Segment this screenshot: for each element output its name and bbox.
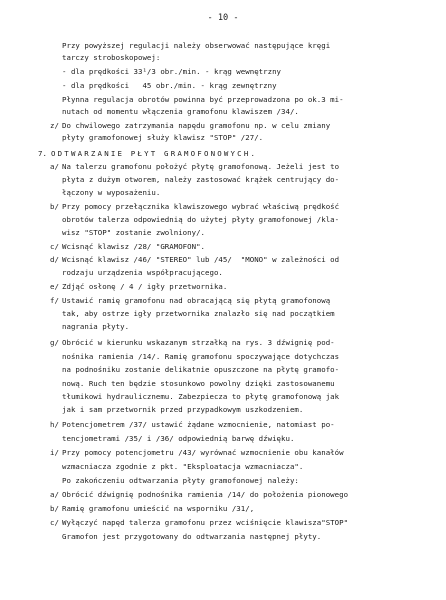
text-line: wzmacniacza zgodnie z pkt. "Eksploatacja wzmacniacza".	[62, 462, 304, 471]
text-line: Po zakończeniu odtwarzania płyty gramofonowej należy:	[62, 476, 299, 485]
list-marker: c/	[50, 518, 59, 527]
text-line: jak i sam przetwornik przed przypadkowym uszkodzeniem.	[62, 405, 304, 414]
section-heading: ODTWARZANIE PŁYT GRAMOFONOWYCH.	[51, 149, 258, 158]
text-line: Ramię gramofonu umieścić na wsporniku /31/,	[62, 504, 255, 513]
text-line: Przy pomocy przełącznika klawiszowego wybrać właściwą prędkość	[62, 202, 340, 211]
text-line: wisz "STOP" zostanie zwolniony/.	[62, 228, 206, 237]
text-line: Obrócić dźwignię podnośnika ramienia /14/ do położenia pionowego	[62, 490, 349, 499]
list-marker: i/	[50, 448, 59, 457]
text-line: obrotów talerza odpowiednią do użytej płyty gramofonowej /kla-	[62, 215, 340, 224]
text-line: Do chwilowego zatrzymania napędu gramofonu np. w celu zmiany	[62, 121, 331, 130]
text-line: Płynna regulacja obrotów powinna być przeprowadzona po ok.3 mi-	[62, 95, 344, 104]
list-marker: b/	[50, 202, 59, 211]
list-marker: d/	[50, 255, 59, 264]
list-marker: f/	[50, 296, 59, 305]
section-number: 7.	[38, 149, 47, 158]
list-marker: c/	[50, 242, 59, 251]
text-line: rodzaju urządzenia współpracującego.	[62, 268, 223, 277]
text-line: nośnika ramienia /14/. Ramię gramofonu spoczywające dotychczas	[62, 352, 340, 361]
text-line: Przy pomocy potencjometru /43/ wyrównać wzmocnienie obu kanałów	[62, 448, 344, 457]
text-line: płyta z dużym otworem, należy zastosować krążek centrujący do-	[62, 175, 340, 184]
page-number: - 10 -	[207, 13, 239, 23]
text-line: - dla prędkości 33¹/3 obr./min. - krąg wewnętrzny	[62, 67, 282, 76]
text-line: Gramofon jest przygotowany do odtwarzania następnej płyty.	[62, 532, 322, 541]
text-line: nagrania płyty.	[62, 322, 130, 331]
text-line: Wyłączyć napęd talerza gramofonu przez wciśnięcie klawisza"STOP"	[62, 518, 349, 527]
text-line: Ustawić ramię gramofonu nad obracającą się płytą gramofonową	[62, 296, 331, 305]
text-line: Obrócić w kierunku wskazanym strzałką na rys. 3 dźwignię pod-	[62, 338, 335, 347]
text-line: tarczy stroboskopowej:	[62, 53, 161, 62]
text-line: nową. Ruch ten będzie stosunkowo powolny dzięki zastosowanemu	[62, 379, 335, 388]
text-line: Przy powyższej regulacji należy obserwować następujące kręgi	[62, 41, 331, 50]
text-line: nutach od momentu włączenia gramofonu klawiszem /34/.	[62, 107, 299, 116]
text-line: - dla prędkości 45 obr./min. - krąg zewnętrzny	[62, 81, 277, 90]
text-line: Wcisnąć klawisz /28/ "GRAMOFON".	[62, 242, 206, 251]
text-line: na podnośniku zostanie delikatnie opuszczone na płytę gramofo-	[62, 365, 340, 374]
list-marker: a/	[50, 162, 59, 171]
text-line: tłumikowi hydraulicznemu. Zabezpiecza to płytę gramofonową jak	[62, 392, 340, 401]
text-line: Na talerzu gramofonu położyć płytę gramofonową. Jeżeli jest to	[62, 162, 340, 171]
list-marker: a/	[50, 490, 59, 499]
text-line: tencjometrami /35/ i /36/ odpowiednią barwę dźwięku.	[62, 434, 295, 443]
text-line: płyty gramofonowej służy klawisz "STOP" /27/.	[62, 133, 264, 142]
text-line: Potencjometrem /37/ ustawić żądane wzmocnienie, natomiast po-	[62, 420, 335, 429]
text-line: Wcisnąć klawisz /46/ "STEREO" lub /45/ "MONO" w zależności od	[62, 255, 340, 264]
list-marker: h/	[50, 420, 59, 429]
list-marker: z/	[50, 121, 59, 130]
list-marker: e/	[50, 282, 59, 291]
list-marker: g/	[50, 338, 59, 347]
text-line: Zdjąć osłonę / 4 / igły przetwornika.	[62, 282, 228, 291]
text-line: tak, aby ostrze igły przetwornika znalazło się nad początkiem	[62, 309, 335, 318]
list-marker: b/	[50, 504, 59, 513]
text-line: łączony w wyposażeniu.	[62, 188, 161, 197]
